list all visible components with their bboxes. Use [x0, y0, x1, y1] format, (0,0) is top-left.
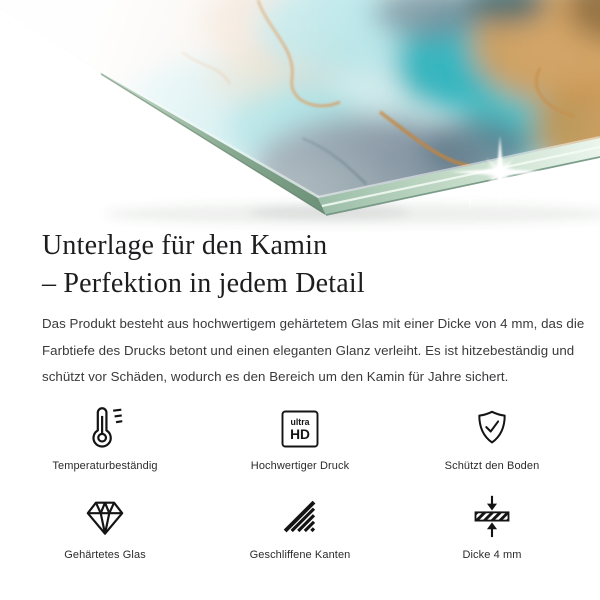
feature-label: Geschliffene Kanten: [249, 549, 351, 561]
feature-label: Gehärtetes Glas: [64, 549, 146, 561]
feature-label: Temperaturbeständig: [52, 460, 158, 472]
feature-label: Dicke 4 mm: [462, 549, 522, 561]
feature-label: Hochwertiger Druck: [250, 460, 350, 472]
feature-polished-edges: [200, 492, 400, 561]
glass-hearth-board-photo: [0, 0, 600, 232]
ultra-hd-icon-text-top: ultra: [290, 416, 310, 427]
description-line: Farbtiefe des Drucks betont und einen eleganten Glanz verleiht. Es ist hitzebeständig und: [42, 342, 575, 358]
ultra-hd-icon-text-bottom: HD: [290, 427, 310, 442]
feature-high-quality-print: [200, 403, 400, 472]
thickness-4mm-icon: [470, 494, 514, 538]
polished-edges-icon: [279, 496, 321, 538]
feature-thickness-4mm: [392, 492, 592, 561]
diamond-icon: [82, 496, 128, 538]
page-title-line1: Unterlage für den Kamin: [42, 230, 328, 261]
feature-tempered-glass: [5, 492, 205, 561]
thermometer-icon: [82, 403, 128, 449]
product-description: [42, 311, 584, 391]
page-title: [42, 227, 365, 303]
page-title-line2: – Perfektion in jedem Detail: [42, 268, 365, 299]
description-line: schützt vor Schäden, wodurch es den Bereich um den Kamin für Jahre sichert.: [42, 369, 509, 385]
description-line: Das Produkt besteht aus hochwertigem gehärtetem Glas mit einer Dicke von 4 mm, das die: [42, 316, 585, 331]
feature-temperature-resistant: [5, 403, 205, 472]
feature-label: Schützt den Boden: [444, 460, 540, 472]
ultra-hd-icon: [280, 409, 320, 449]
feature-protects-floor: [392, 403, 592, 472]
marble-glass-panel-image: [0, 0, 600, 232]
shield-check-icon: [471, 407, 513, 449]
